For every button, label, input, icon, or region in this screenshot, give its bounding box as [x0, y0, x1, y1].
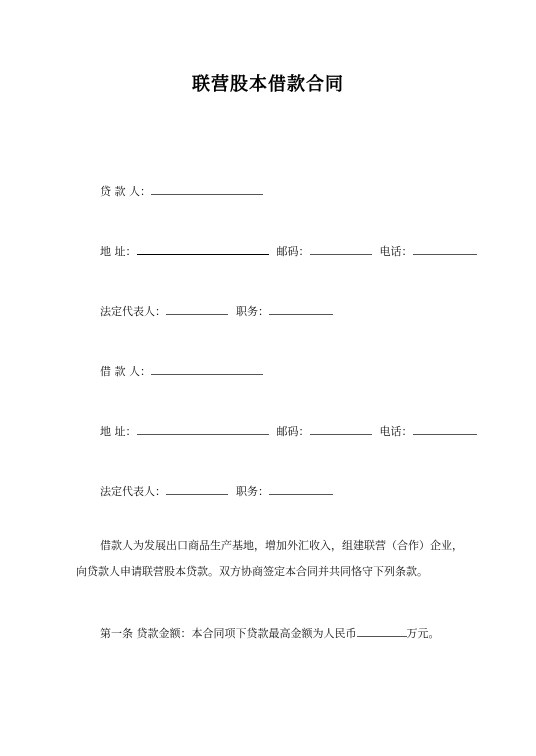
borrower-legal-rep-blank[interactable]	[166, 482, 228, 495]
borrower-legal-rep-label: 法定代表人：	[100, 485, 166, 498]
lender-phone-blank[interactable]	[413, 242, 477, 255]
lender-phone-label: 电话：	[379, 245, 413, 258]
lender-legal-rep-line	[100, 302, 341, 320]
article-1-unit: 万元。	[406, 627, 440, 640]
borrower-postcode-blank[interactable]	[310, 422, 372, 435]
borrower-address-label: 地 址：	[100, 425, 137, 438]
document-title: 联营股本借款合同	[192, 74, 344, 95]
lender-legal-rep-label: 法定代表人：	[100, 305, 166, 318]
borrower-address-line	[100, 422, 485, 440]
borrower-position-label: 职务：	[236, 485, 269, 498]
borrower-position-blank[interactable]	[269, 482, 333, 495]
lender-position-blank[interactable]	[269, 302, 333, 315]
lender-name-blank[interactable]	[151, 182, 263, 195]
article-1-text: 第一条 贷款金额：本合同项下贷款最高金额为人民币	[100, 627, 357, 640]
borrower-name-blank[interactable]	[151, 362, 263, 375]
lender-postcode-label: 邮码：	[276, 245, 310, 258]
lender-address-label: 地 址：	[100, 245, 137, 258]
article-1	[100, 624, 440, 642]
lender-label: 贷 款 人：	[100, 185, 151, 198]
borrower-line	[100, 362, 271, 380]
lender-postcode-blank[interactable]	[310, 242, 372, 255]
borrower-label: 借 款 人：	[100, 365, 151, 378]
lender-address-line	[100, 242, 485, 260]
borrower-phone-blank[interactable]	[413, 422, 477, 435]
lender-line	[100, 182, 271, 200]
lender-position-label: 职务：	[236, 305, 269, 318]
borrower-address-blank[interactable]	[137, 422, 269, 435]
lender-address-blank[interactable]	[137, 242, 269, 255]
borrower-phone-label: 电话：	[379, 425, 413, 438]
borrower-legal-rep-line	[100, 482, 341, 500]
preamble-paragraph: 借款人为发展出口商品生产基地，增加外汇收入，组建联营（合作）企业，向贷款人申请联营股本贷款。双方协商签定本合同并共同恪守下列条款。	[76, 539, 463, 578]
borrower-postcode-label: 邮码：	[276, 425, 310, 438]
lender-legal-rep-blank[interactable]	[166, 302, 228, 315]
loan-amount-blank[interactable]	[357, 624, 407, 637]
